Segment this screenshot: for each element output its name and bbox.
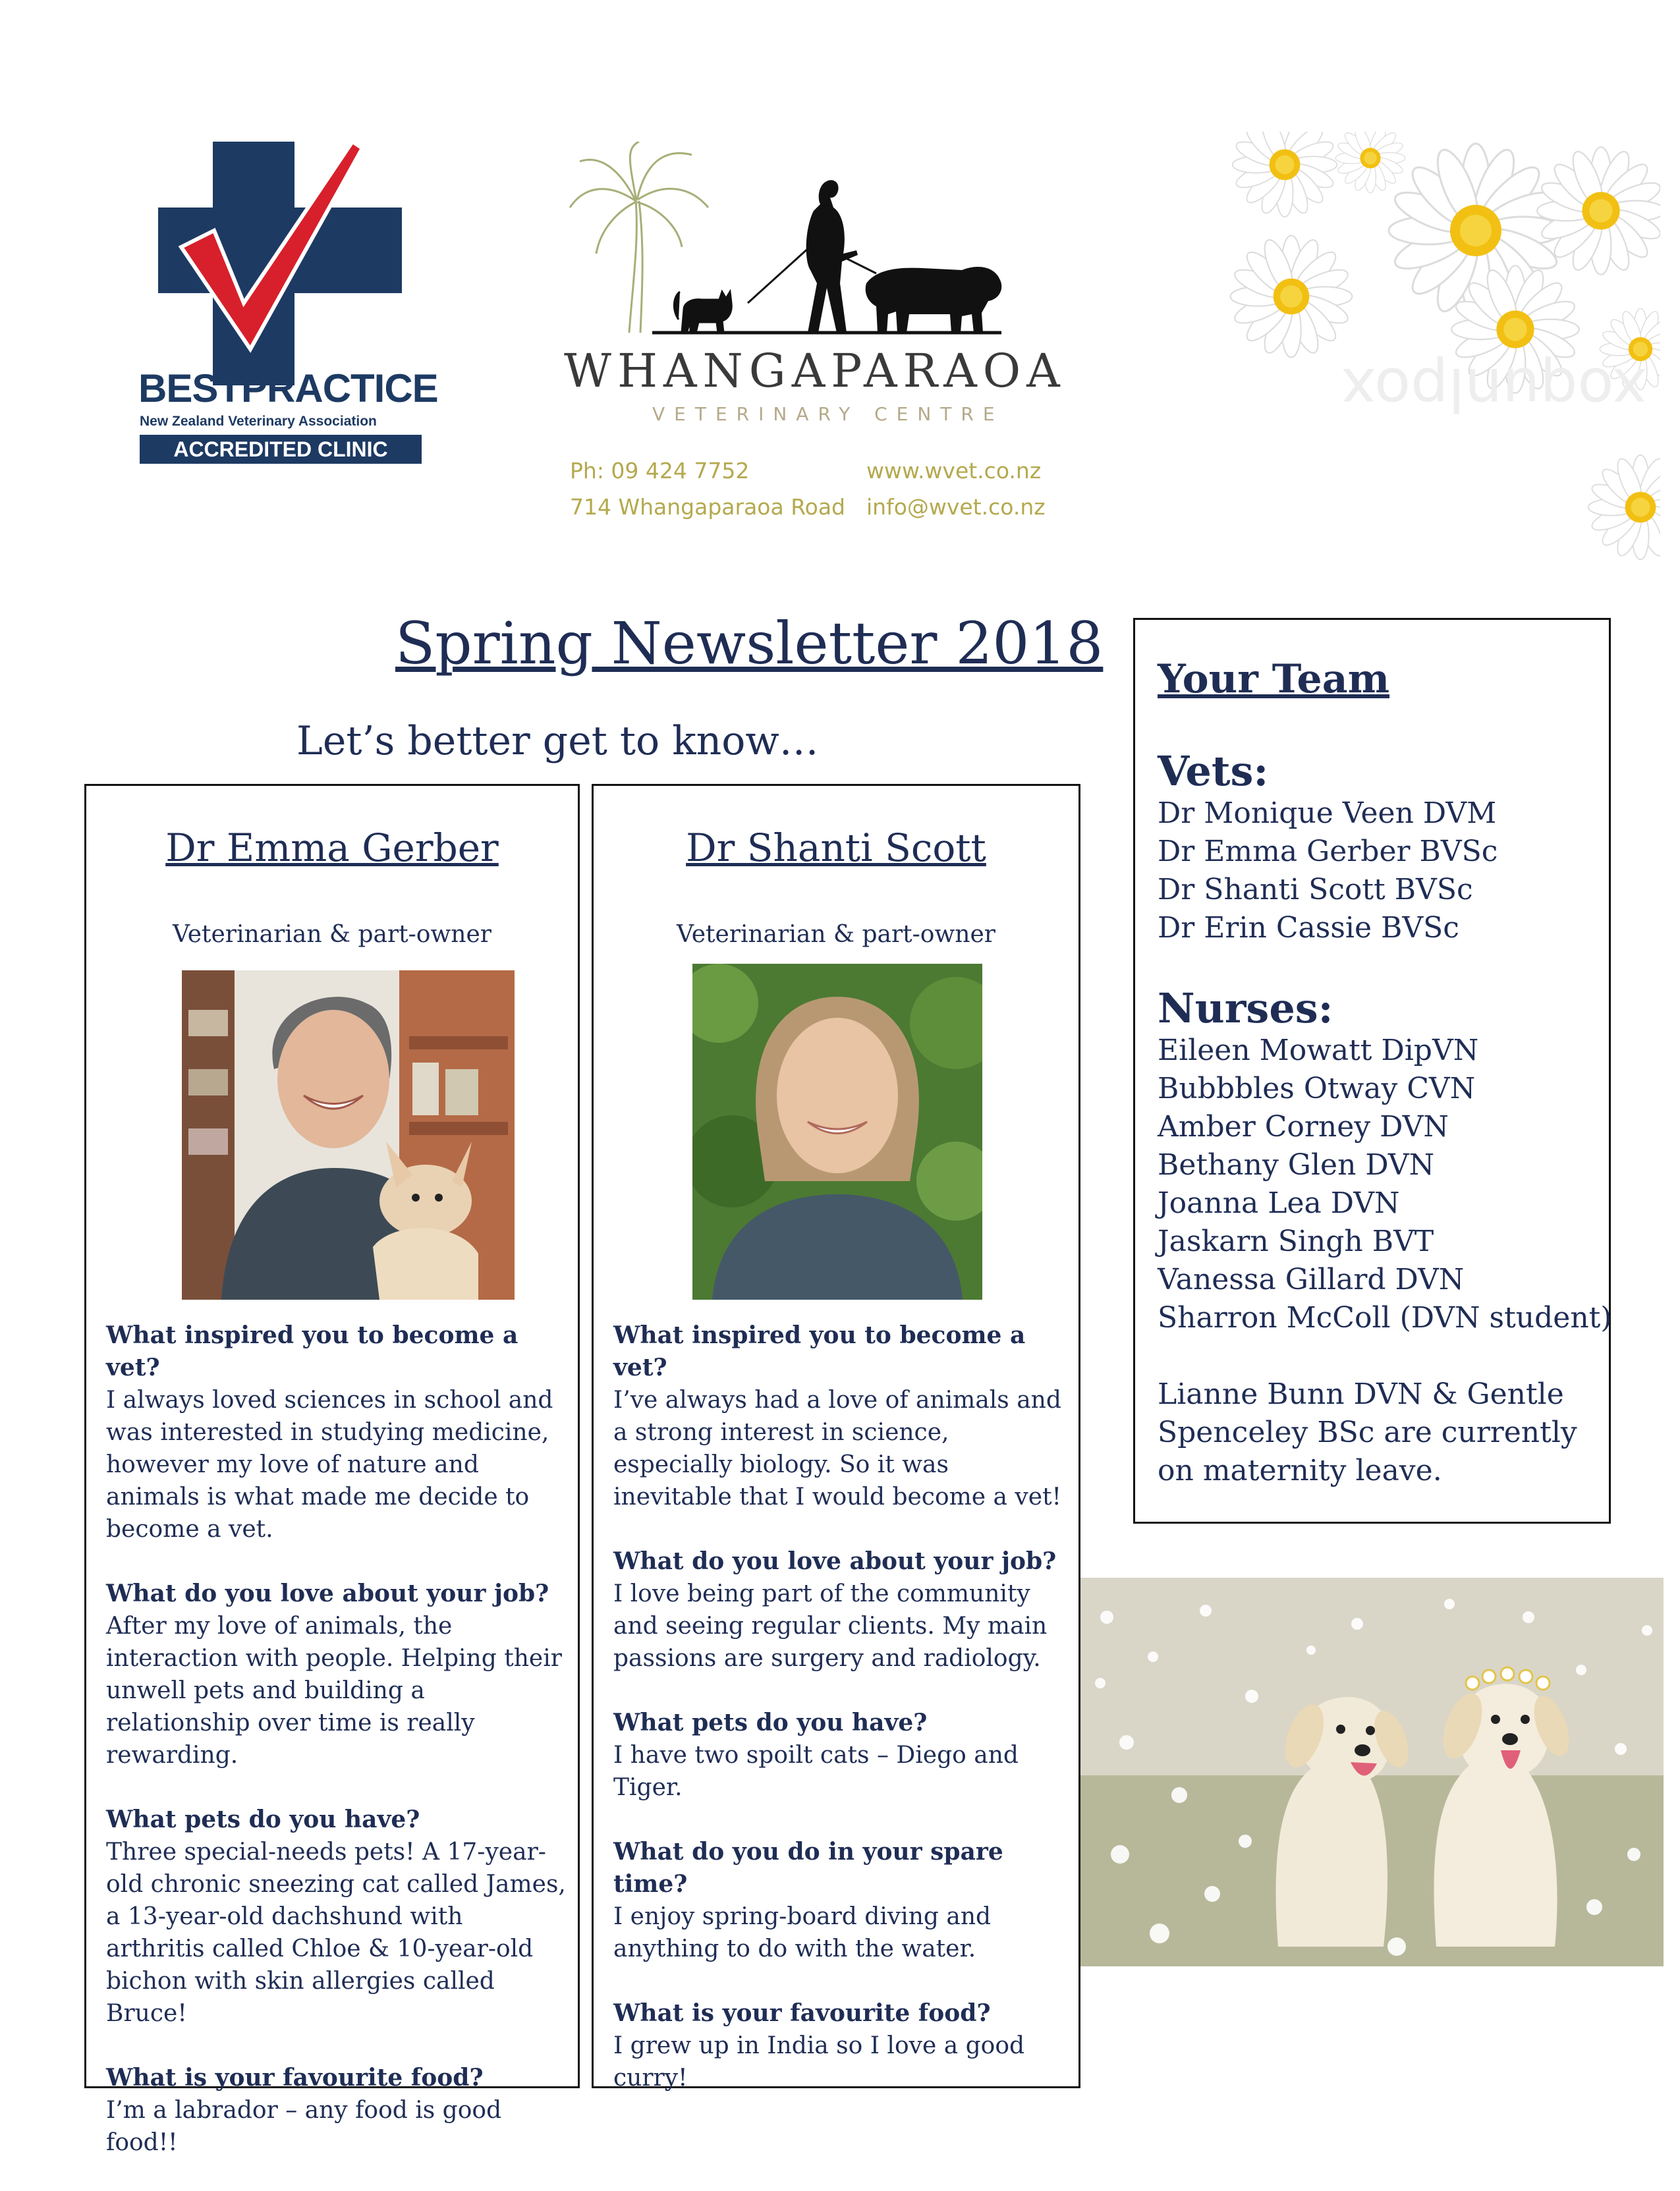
team-member: Joanna Lea DVN [1158,1186,1400,1220]
vets-list [1158,794,1596,947]
newsletter-title: Spring Newsletter 2018 [395,609,1104,677]
answer: I enjoy spring-board diving and anything to do with the water. [613,1903,992,1962]
clinic-logo-art [567,142,1015,339]
profile-role: Veterinarian & part-owner [677,921,995,948]
question: What pets do you have? [613,1709,928,1736]
profile-qa [106,1319,566,2191]
question: What is your favourite food? [106,2064,484,2092]
clinic-address: 714 Whangaparaoa Road [570,494,845,520]
answer: Three special-needs pets! A 17-year-old chronic sneezing cat called James, a 13-year-old dachshund with arthritis called Chloe & 10-year-old bichon with skin allergies called Bruce! [106,1839,566,2027]
team-member: Dr Monique Veen DVM [1158,796,1497,830]
team-member: Dr Erin Cassie BVSc [1158,911,1459,945]
question: What pets do you have? [106,1806,420,1833]
clinic-phone: Ph: 09 424 7752 [570,458,750,484]
question: What is your favourite food? [613,1999,991,2027]
bestpractice-title: BESTPRACTICE [138,366,438,410]
nurses-heading: Nurses: [1158,984,1333,1032]
clinic-website[interactable]: www.wvet.co.nz [866,458,1042,484]
profile-card-shanti [592,784,1080,2092]
team-member: Dr Shanti Scott BVSc [1158,873,1473,906]
daisies-image [1186,132,1660,593]
question: What do you love about your job? [613,1547,1057,1575]
clinic-email[interactable]: info@wvet.co.nz [866,494,1046,520]
question: What do you love about your job? [106,1580,549,1607]
team-member: Vanessa Gillard DVN [1158,1263,1465,1296]
accredited-badge: ACCREDITED CLINIC [140,435,422,464]
shanti-photo [692,964,982,1300]
team-title: Your Team [1158,656,1390,702]
team-member: Jaskarn Singh BVT [1158,1225,1434,1258]
team-member: Sharron McColl (DVN student) [1158,1301,1612,1335]
svg-text:xoqunlpox: xoqunlpox [1341,354,1647,424]
answer: I’ve always had a love of animals and a strong interest in science, especially biology. So it was inevitable that I would become a vet! [613,1387,1062,1511]
maternity-note: Lianne Bunn DVN & Gentle Spenceley BSc are currently on maternity leave. [1158,1377,1577,1487]
profile-name: Dr Emma Gerber [165,825,499,870]
profile-role: Veterinarian & part-owner [173,921,491,948]
team-member: Bethany Glen DVN [1158,1148,1435,1182]
answer: I’m a labrador – any food is good food!! [106,2097,502,2156]
question: What do you do in your spare time? [613,1838,1003,1898]
newsletter-subtitle: Let’s better get to know… [296,718,819,764]
team-member: Dr Emma Gerber BVSc [1158,835,1498,868]
answer: After my love of animals, the interaction with people. Helping their unwell pets and building a relationship over time is really rewarding. [106,1613,562,1769]
bestpractice-subtitle: New Zealand Veterinary Association [140,414,377,429]
answer: I have two spoilt cats – Diego and Tiger. [613,1742,1019,1801]
profile-card-emma [84,784,580,2156]
answer: I always loved sciences in school and was interested in studying medicine, however my love of nature and animals is what made me decide to become a vet. [106,1387,553,1543]
nurses-list [1158,1032,1612,1337]
answer: I grew up in India so I love a good curry! [613,2032,1025,2092]
profile-qa [613,1319,1067,2126]
vets-heading: Vets: [1158,747,1269,795]
dogs-in-daisies-photo [1080,1578,1664,1966]
emma-photo [182,970,515,1300]
answer: I love being part of the community and seeing regular clients. My main passions are surgery and radiology. [613,1580,1048,1672]
question: What inspired you to become a vet? [106,1321,518,1381]
team-member: Eileen Mowatt DipVN [1158,1034,1479,1067]
question: What inspired you to become a vet? [613,1321,1026,1381]
team-box [1133,618,1611,1524]
clinic-name: WHANGAPARAOA [564,344,1066,398]
clinic-subtitle: VETERINARY CENTRE [652,403,1004,425]
team-member: Amber Corney DVN [1158,1110,1449,1144]
team-member: Bubbbles Otway CVN [1158,1072,1476,1105]
profile-name: Dr Shanti Scott [686,825,986,870]
